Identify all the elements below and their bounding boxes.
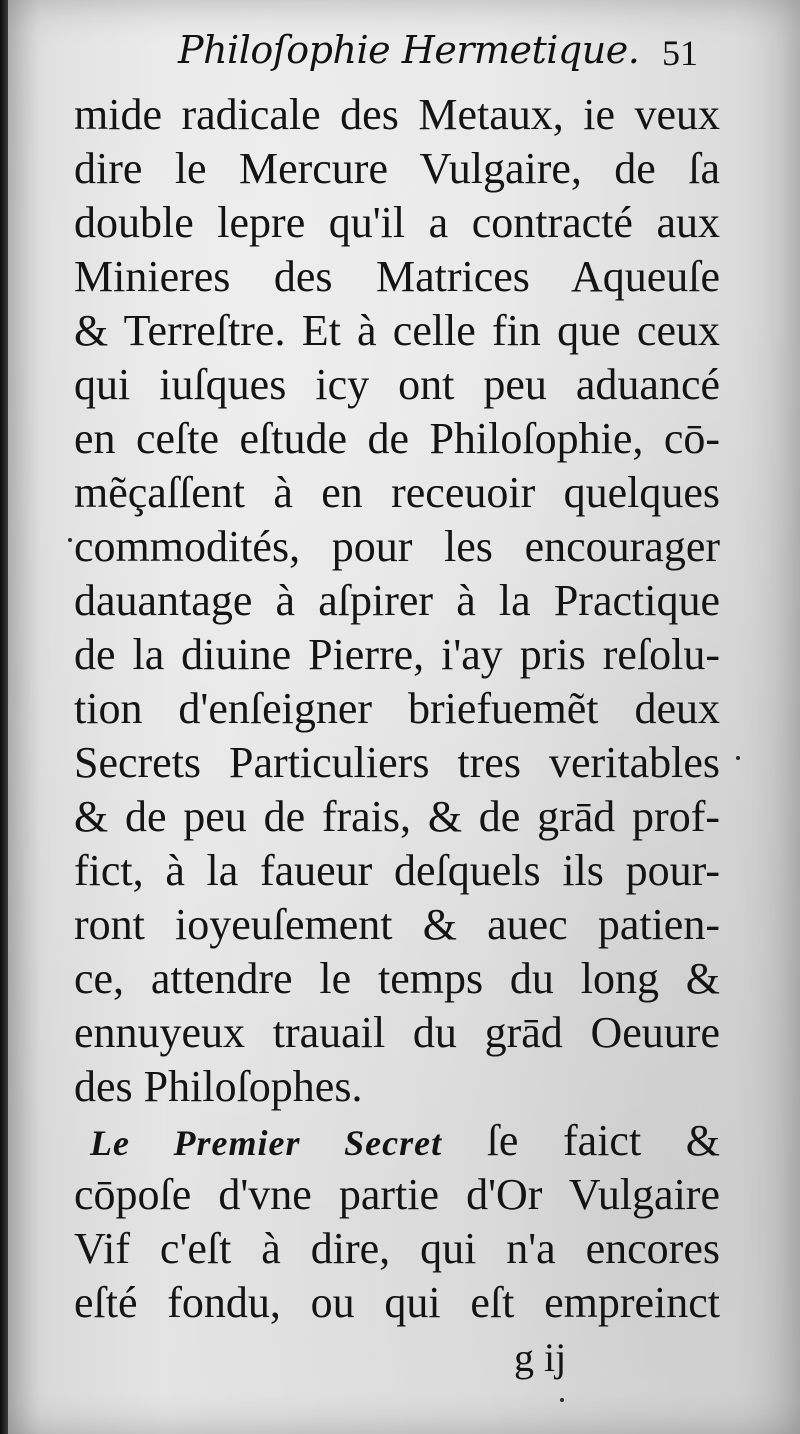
text-line: qui iuſques icy ont peu aduancé bbox=[74, 360, 720, 409]
text-line-paragraph-end: des Philoſophes. bbox=[74, 1062, 363, 1111]
ink-speck bbox=[736, 756, 740, 760]
book-page bbox=[8, 0, 800, 1434]
text-line: dire le Mercure Vulgaire, de ſa bbox=[74, 144, 720, 193]
paragraph-2-first-rest: ſe faict & bbox=[486, 1116, 721, 1165]
text-line: & Terreſtre. Et à celle fin que ceux bbox=[74, 306, 720, 355]
text-line: mẽçaſſent à en receuoir quelques bbox=[74, 468, 720, 517]
page-number: 51 bbox=[662, 33, 698, 73]
text-line: mide radicale des Metaux, ie veux bbox=[74, 90, 720, 139]
main-text bbox=[74, 88, 720, 1330]
binding-gutter-shadow bbox=[0, 0, 8, 1434]
paragraph-2-lead: Le Premier Secret bbox=[90, 1123, 443, 1163]
text-line: cōpoſe d'vne partie d'Or Vulgaire bbox=[74, 1170, 720, 1219]
text-line: & de peu de frais, & de grād prof- bbox=[74, 792, 720, 841]
text-line: tion d'enſeigner briefuemẽt deux bbox=[74, 684, 720, 733]
text-line: double lepre qu'il a contracté aux bbox=[74, 198, 720, 247]
signature-mark: g ij bbox=[514, 1335, 567, 1380]
text-line: ennuyeux trauail du grād Oeuure bbox=[74, 1008, 720, 1057]
text-line: Secrets Particuliers tres veritables bbox=[74, 738, 720, 787]
text-line: eſté fondu, ou qui eſt empreinct bbox=[74, 1278, 720, 1327]
ink-speck bbox=[560, 1398, 564, 1402]
text-line: Vif c'eſt à dire, qui n'a encores bbox=[74, 1224, 720, 1273]
running-title: Philoſophie Hermetique. bbox=[178, 28, 640, 72]
text-line: ce, attendre le temps du long & bbox=[74, 954, 720, 1003]
paragraph-2-first-line bbox=[74, 1114, 720, 1168]
text-line: dauantage à aſpirer à la Practique bbox=[74, 576, 720, 625]
text-line: commodités, pour les encourager bbox=[74, 522, 720, 571]
text-line: de la diuine Pierre, i'ay pris reſolu- bbox=[74, 630, 720, 679]
text-line: ront ioyeuſement & auec patien- bbox=[74, 900, 720, 949]
text-line: Minieres des Matrices Aqueuſe bbox=[74, 252, 720, 301]
text-line: en ceſte eſtude de Philoſophie, cō- bbox=[74, 414, 720, 463]
ink-speck bbox=[68, 538, 72, 542]
running-head bbox=[178, 28, 698, 84]
text-line: fict, à la faueur deſquels ils pour- bbox=[74, 846, 720, 895]
